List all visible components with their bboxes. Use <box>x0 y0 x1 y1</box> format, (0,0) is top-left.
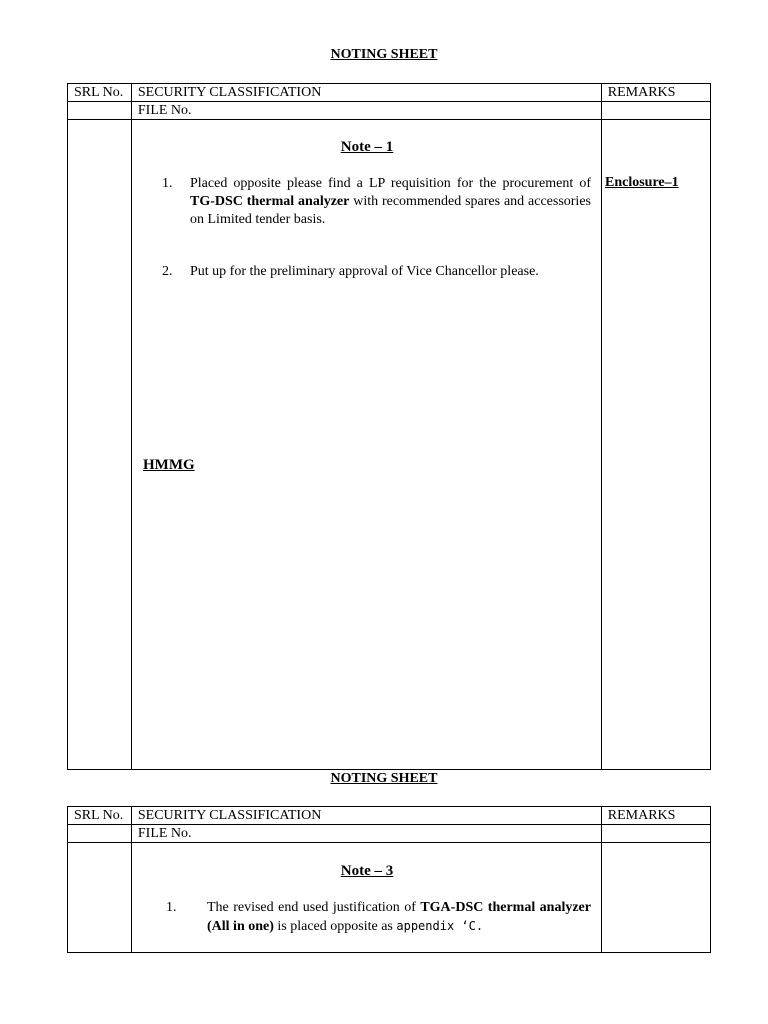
remarks-body <box>601 843 710 953</box>
srl-cell <box>68 102 132 120</box>
note-3-heading: Note – 3 <box>340 863 394 879</box>
note-body <box>131 843 601 953</box>
file-no-label: FILE No. <box>131 102 601 120</box>
remarks-header: REMARKS <box>601 84 710 102</box>
remarks-cell <box>601 102 710 120</box>
note-3-item-1-number: 1. <box>166 900 177 915</box>
note-3-item-1-text: The revised end used justification of TGA-DSC thermal analyzer (All in one) is placed opposite as appendix ‘C. <box>207 900 591 934</box>
remarks-body <box>601 120 710 770</box>
remarks-cell <box>601 825 710 843</box>
srl-body <box>68 120 132 770</box>
note-1-heading: Note – 1 <box>340 139 394 155</box>
sheet1-title: NOTING SHEET <box>330 47 438 62</box>
appendix-ref: appendix ‘C. <box>396 919 484 933</box>
item-2-text: Put up for the preliminary approval of Vice Chancellor please. <box>190 264 539 279</box>
srl-header: SRL No. <box>68 807 132 825</box>
note-3-product: TGA-DSC thermal analyzer (All in one) <box>207 900 591 934</box>
item-1-text: Placed opposite please find a LP requisition for the procurement of TG-DSC thermal analyzer with recommended spares and accessories on Limited tender basis. <box>190 176 591 227</box>
sheet2-title: NOTING SHEET <box>330 771 438 786</box>
item-1-number: 1. <box>162 176 173 191</box>
file-no-label: FILE No. <box>131 825 601 843</box>
item-2-number: 2. <box>162 264 173 279</box>
remarks-header: REMARKS <box>601 807 710 825</box>
signature-initials: HMMG <box>143 457 195 473</box>
srl-header: SRL No. <box>68 84 132 102</box>
classification-header: SECURITY CLASSIFICATION <box>131 807 601 825</box>
enclosure-remark: Enclosure–1 <box>605 175 679 190</box>
srl-cell <box>68 825 132 843</box>
item-1-product: TG-DSC thermal analyzer <box>190 194 350 209</box>
classification-header: SECURITY CLASSIFICATION <box>131 84 601 102</box>
srl-body <box>68 843 132 953</box>
